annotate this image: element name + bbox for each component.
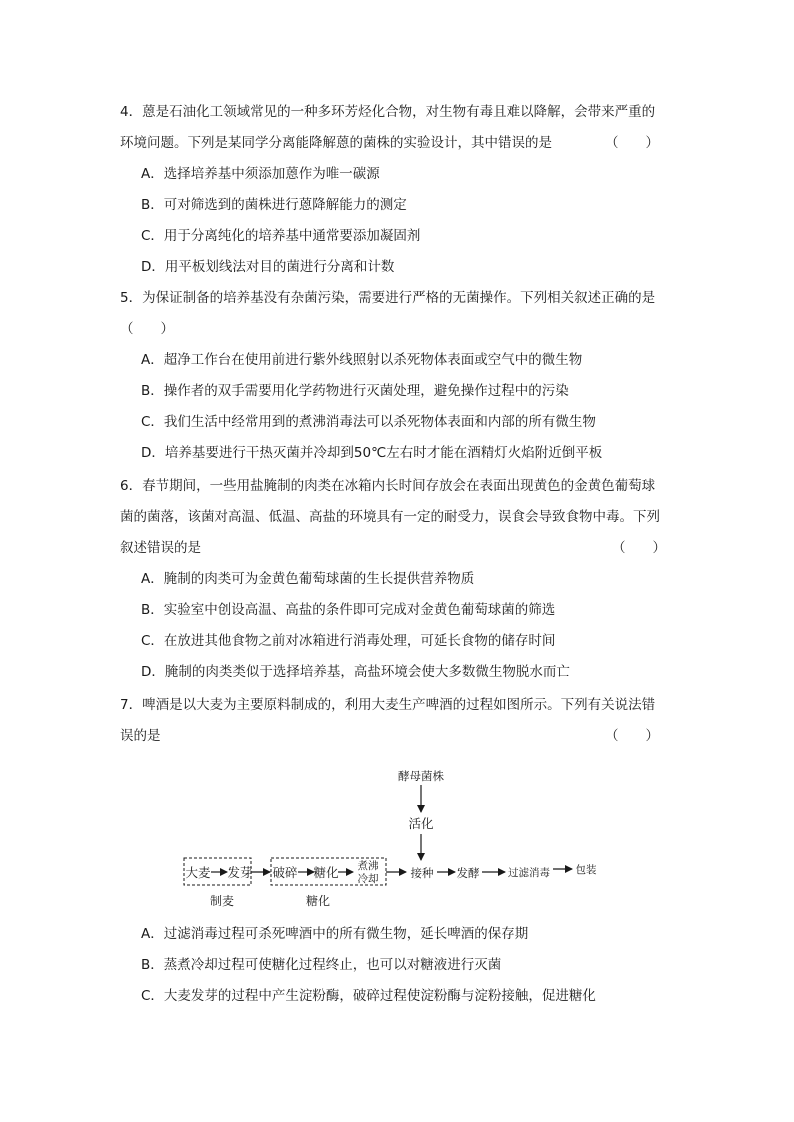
node-boil: 煮沸 — [357, 860, 379, 872]
q5-stem-line-1: 5．为保证制备的培养基没有杂菌污染，需要进行严格的无菌操作。下列相关叙述正确的是 — [120, 290, 656, 306]
node-filter: 过滤消毒 — [508, 867, 550, 879]
label-saccharification: 糖化 — [305, 894, 331, 908]
node-germinate: 发芽 — [227, 865, 253, 880]
q4-option-d: D．用平板划线法对目的菌进行分离和计数 — [141, 259, 395, 275]
q6-stem-line-2: 菌的菌落，该菌对高温、低温、高盐的环境具有一定的耐受力，误食会导致食物中毒。下列 — [120, 509, 660, 525]
node-crush: 破碎 — [272, 865, 298, 880]
q5-answer-bracket: （ ） — [120, 321, 174, 337]
q4-answer-bracket: （ ） — [605, 135, 659, 151]
q7-stem-line-2: 误的是 — [120, 728, 161, 744]
q7-option-a: A．过滤消毒过程可杀死啤酒中的所有微生物，延长啤酒的保存期 — [141, 926, 529, 942]
q6-option-d: D．腌制的肉类类似于选择培养基，高盐环境会使大多数微生物脱水而亡 — [141, 664, 570, 680]
node-saccharify: 糖化 — [313, 865, 339, 880]
q4-option-a: A．选择培养基中须添加蒽作为唯一碳源 — [141, 166, 380, 182]
q6-stem-line-3: 叙述错误的是 — [120, 540, 201, 556]
node-yeast: 酵母菌株 — [398, 769, 444, 783]
q7-option-b: B．蒸煮冷却过程可使糖化过程终止，也可以对糖液进行灭菌 — [141, 957, 502, 973]
q4-option-c: C．用于分离纯化的培养基中通常要添加凝固剂 — [141, 228, 421, 244]
q6-option-c: C．在放进其他食物之前对冰箱进行消毒处理，可延长食物的储存时间 — [141, 633, 556, 649]
q4-option-b: B．可对筛选到的菌株进行蒽降解能力的测定 — [141, 197, 407, 213]
q4-stem-line-2: 环境问题。下列是某同学分离能降解蒽的菌株的实验设计，其中错误的是 — [120, 135, 552, 151]
label-malting: 制麦 — [209, 894, 235, 908]
q4-stem-line-1: 4．蒽是石油化工领域常见的一种多环芳烃化合物，对生物有毒且难以降解，会带来严重的 — [120, 104, 656, 120]
q6-option-b: B．实验室中创设高温、高盐的条件即可完成对金黄色葡萄球菌的筛选 — [141, 602, 556, 618]
node-inoculate: 接种 — [410, 866, 434, 880]
q5-option-b: B．操作者的双手需要用化学药物进行灭菌处理，避免操作过程中的污染 — [141, 383, 569, 399]
node-cool: 冷却 — [357, 873, 379, 885]
node-ferment: 发酵 — [456, 866, 480, 880]
q5-option-d: D．培养基要进行干热灭菌并冷却到50℃左右时才能在酒精灯火焰附近倒平板 — [141, 445, 603, 461]
q7-option-c: C．大麦发芽的过程中产生淀粉酶，破碎过程使淀粉酶与淀粉接触，促进糖化 — [141, 988, 596, 1004]
q7-stem-line-1: 7．啤酒是以大麦为主要原料制成的，利用大麦生产啤酒的过程如图所示。下列有关说法错 — [120, 697, 656, 713]
q7-answer-bracket: （ ） — [605, 728, 659, 744]
q6-stem-line-1: 6．春节期间，一些用盐腌制的肉类在冰箱内长时间存放会在表面出现黄色的金黄色葡萄球 — [120, 478, 656, 494]
node-activate: 活化 — [408, 816, 434, 831]
q6-answer-bracket: （ ） — [612, 540, 666, 556]
node-package: 包装 — [575, 864, 597, 876]
node-barley: 大麦 — [185, 865, 211, 880]
q5-option-c: C．我们生活中经常用到的煮沸消毒法可以杀死物体表面和内部的所有微生物 — [141, 414, 596, 430]
q5-option-a: A．超净工作台在使用前进行紫外线照射以杀死物体表面或空气中的微生物 — [141, 352, 583, 368]
q6-option-a: A．腌制的肉类可为金黄色葡萄球菌的生长提供营养物质 — [141, 571, 475, 587]
